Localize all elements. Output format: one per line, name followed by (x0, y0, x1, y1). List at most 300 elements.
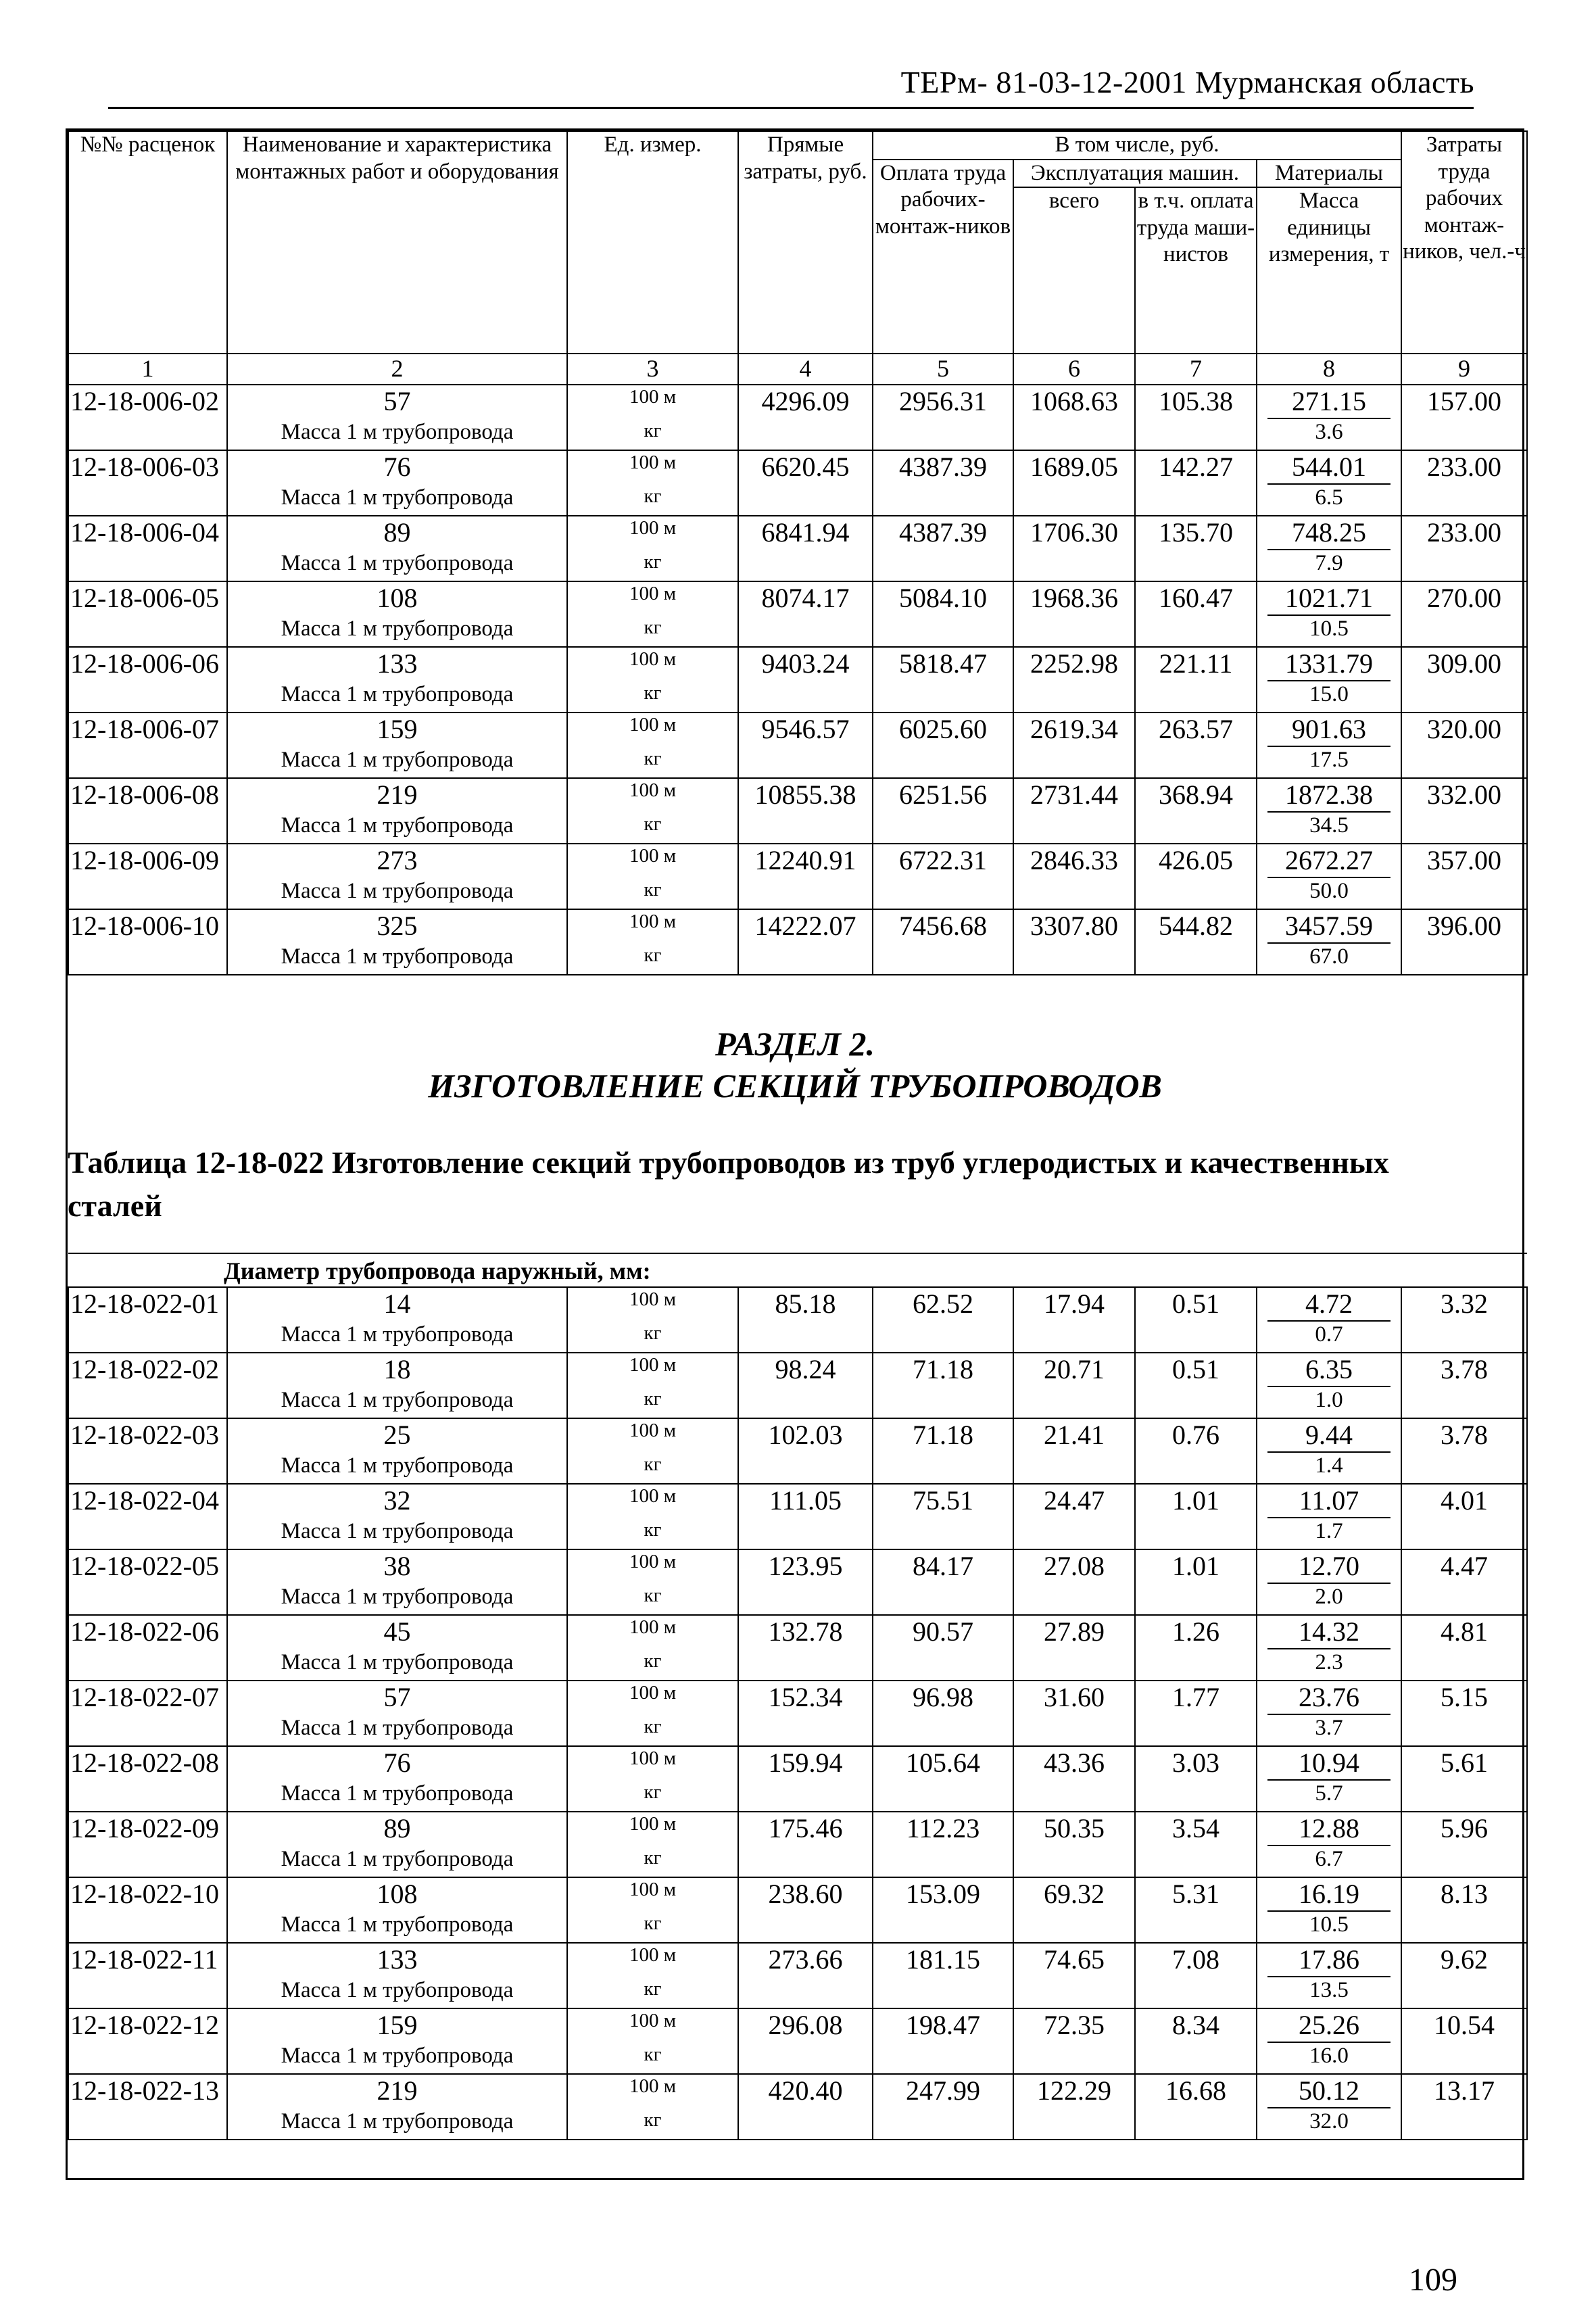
mass-label: Масса 1 м трубопровода (227, 550, 567, 581)
labor-cost: 96.98 (873, 1681, 1013, 1746)
column-number: 9 (1401, 354, 1527, 385)
machine-cost: 2252.98 (1013, 647, 1135, 713)
labor-hours: 157.00 (1401, 385, 1527, 450)
labor-hours: 8.13 (1401, 1877, 1527, 1943)
labor-hours: 13.17 (1401, 2074, 1527, 2140)
pipe-diameter: 159 (227, 713, 567, 747)
labor-cost: 247.99 (873, 2074, 1013, 2140)
pipe-diameter: 133 (227, 647, 567, 681)
rate-code: 12-18-022-02 (68, 1353, 227, 1418)
unit-mass-value: 7.9 (1257, 550, 1401, 581)
labor-cost: 105.64 (873, 1746, 1013, 1812)
labor-hours: 9.62 (1401, 1943, 1527, 2008)
unit-mass: кг (567, 2043, 738, 2074)
rate-code: 12-18-022-04 (68, 1484, 227, 1549)
labor-cost: 90.57 (873, 1615, 1013, 1681)
machine-labor-cost: 1.01 (1135, 1484, 1257, 1549)
machine-cost: 17.94 (1013, 1287, 1135, 1353)
column-number: 2 (227, 354, 567, 385)
rate-code: 12-18-022-11 (68, 1943, 227, 2008)
table-row (68, 1615, 1527, 1649)
unit-mass: кг (567, 1715, 738, 1746)
materials-cell (1257, 713, 1401, 747)
mass-label: Масса 1 м трубопровода (227, 419, 567, 450)
unit-main: 100 м (567, 1615, 738, 1649)
direct-cost: 111.05 (738, 1484, 873, 1549)
col-mach-total-header: всего (1013, 187, 1135, 354)
labor-cost: 6251.56 (873, 778, 1013, 844)
materials-cell (1257, 778, 1401, 813)
rate-code: 12-18-022-06 (68, 1615, 227, 1681)
materials-cell (1257, 450, 1401, 485)
unit-mass: кг (567, 419, 738, 450)
rate-code: 12-18-022-13 (68, 2074, 227, 2140)
direct-cost: 12240.91 (738, 844, 873, 909)
unit-main: 100 м (567, 1877, 738, 1912)
col-labor-header: Оплата труда рабочих-монтаж-ников (873, 160, 1013, 354)
unit-main: 100 м (567, 713, 738, 747)
materials-cost: 14.32 (1267, 1616, 1391, 1649)
mass-label: Масса 1 м трубопровода (227, 485, 567, 516)
labor-cost: 71.18 (873, 1418, 1013, 1484)
mass-label: Масса 1 м трубопровода (227, 1453, 567, 1484)
materials-cost: 748.25 (1267, 516, 1391, 550)
table-row (68, 1877, 1527, 1912)
direct-cost: 238.60 (738, 1877, 873, 1943)
section-title: РАЗДЕЛ 2. (715, 1025, 875, 1063)
machine-labor-cost: 263.57 (1135, 713, 1257, 778)
materials-cost: 25.26 (1267, 2009, 1391, 2043)
mass-label: Масса 1 м трубопровода (227, 1912, 567, 1943)
direct-cost: 175.46 (738, 1812, 873, 1877)
col-mach-labor-header: в т.ч. оплата труда маши-нистов (1135, 187, 1257, 354)
mass-label: Масса 1 м трубопровода (227, 2043, 567, 2074)
labor-cost: 198.47 (873, 2008, 1013, 2074)
table-row (68, 778, 1527, 813)
mass-label: Масса 1 м трубопровода (227, 681, 567, 713)
direct-cost: 159.94 (738, 1746, 873, 1812)
pipe-diameter: 89 (227, 1812, 567, 1846)
diameter-label: Диаметр трубопровода наружный, мм: (224, 1257, 651, 1284)
mass-label: Масса 1 м трубопровода (227, 2108, 567, 2140)
column-numbers-row (68, 354, 1527, 385)
unit-mass: кг (567, 616, 738, 647)
machine-cost: 2619.34 (1013, 713, 1135, 778)
unit-mass: кг (567, 681, 738, 713)
direct-cost: 85.18 (738, 1287, 873, 1353)
direct-cost: 123.95 (738, 1549, 873, 1615)
machine-cost: 2846.33 (1013, 844, 1135, 909)
machine-labor-cost: 1.26 (1135, 1615, 1257, 1681)
rate-code: 12-18-022-07 (68, 1681, 227, 1746)
pipe-diameter: 14 (227, 1287, 567, 1322)
col-direct-header: Прямые затраты, руб. (738, 131, 873, 354)
rate-code: 12-18-022-09 (68, 1812, 227, 1877)
unit-main: 100 м (567, 778, 738, 813)
unit-mass-value: 15.0 (1257, 681, 1401, 713)
labor-hours: 233.00 (1401, 516, 1527, 581)
direct-cost: 152.34 (738, 1681, 873, 1746)
unit-mass-value: 1.4 (1257, 1453, 1401, 1484)
pipe-diameter: 89 (227, 516, 567, 550)
unit-main: 100 м (567, 1484, 738, 1518)
unit-mass-value: 2.0 (1257, 1584, 1401, 1615)
mass-label: Масса 1 м трубопровода (227, 616, 567, 647)
materials-cell (1257, 844, 1401, 878)
materials-cost: 23.76 (1267, 1681, 1391, 1715)
materials-cost: 2672.27 (1267, 844, 1391, 878)
unit-mass: кг (567, 1584, 738, 1615)
materials-cost: 6.35 (1267, 1353, 1391, 1387)
unit-mass: кг (567, 944, 738, 975)
labor-hours: 320.00 (1401, 713, 1527, 778)
unit-mass-value: 32.0 (1257, 2108, 1401, 2140)
table-row (68, 1746, 1527, 1781)
machine-labor-cost: 0.76 (1135, 1418, 1257, 1484)
unit-mass-value: 3.7 (1257, 1715, 1401, 1746)
mass-label: Масса 1 м трубопровода (227, 1846, 567, 1877)
materials-cell (1257, 1877, 1401, 1912)
mass-label: Масса 1 м трубопровода (227, 878, 567, 909)
materials-cell (1257, 1418, 1401, 1453)
direct-cost: 8074.17 (738, 581, 873, 647)
table-row (68, 1681, 1527, 1715)
labor-hours: 5.15 (1401, 1681, 1527, 1746)
document-sheet (66, 128, 1524, 2180)
rate-code: 12-18-006-10 (68, 909, 227, 975)
direct-cost: 296.08 (738, 2008, 873, 2074)
materials-cost: 12.70 (1267, 1550, 1391, 1584)
materials-cell (1257, 1746, 1401, 1781)
rate-code: 12-18-006-09 (68, 844, 227, 909)
rate-code: 12-18-022-08 (68, 1746, 227, 1812)
pipe-diameter: 325 (227, 909, 567, 944)
column-number: 6 (1013, 354, 1135, 385)
labor-cost: 75.51 (873, 1484, 1013, 1549)
rate-code: 12-18-006-08 (68, 778, 227, 844)
machine-labor-cost: 1.77 (1135, 1681, 1257, 1746)
labor-hours: 4.01 (1401, 1484, 1527, 1549)
unit-mass: кг (567, 1518, 738, 1549)
labor-hours: 396.00 (1401, 909, 1527, 975)
machine-cost: 3307.80 (1013, 909, 1135, 975)
unit-main: 100 м (567, 647, 738, 681)
materials-cost: 1331.79 (1267, 648, 1391, 681)
table-row (68, 909, 1527, 944)
unit-mass-value: 0.7 (1257, 1322, 1401, 1353)
mass-label: Масса 1 м трубопровода (227, 1715, 567, 1746)
table-row (68, 647, 1527, 681)
pipe-diameter: 45 (227, 1615, 567, 1649)
table-row (68, 581, 1527, 616)
unit-main: 100 м (567, 2008, 738, 2043)
machine-cost: 1068.63 (1013, 385, 1135, 450)
direct-cost: 6841.94 (738, 516, 873, 581)
machine-cost: 69.32 (1013, 1877, 1135, 1943)
machine-labor-cost: 221.11 (1135, 647, 1257, 713)
unit-mass: кг (567, 550, 738, 581)
table-row (68, 2074, 1527, 2108)
machine-cost: 24.47 (1013, 1484, 1135, 1549)
labor-cost: 153.09 (873, 1877, 1013, 1943)
unit-mass-value: 1.7 (1257, 1518, 1401, 1549)
machine-labor-cost: 544.82 (1135, 909, 1257, 975)
unit-mass-value: 34.5 (1257, 813, 1401, 844)
machine-labor-cost: 16.68 (1135, 2074, 1257, 2140)
mass-label: Масса 1 м трубопровода (227, 1977, 567, 2008)
materials-cell (1257, 385, 1401, 419)
materials-cost: 16.19 (1267, 1878, 1391, 1912)
mass-label: Масса 1 м трубопровода (227, 1649, 567, 1681)
col-code-header: №№ расценок (68, 131, 227, 354)
direct-cost: 10855.38 (738, 778, 873, 844)
labor-cost: 112.23 (873, 1812, 1013, 1877)
unit-main: 100 м (567, 516, 738, 550)
labor-cost: 5818.47 (873, 647, 1013, 713)
materials-cost: 10.94 (1267, 1747, 1391, 1781)
col-hours-header: Затраты труда рабочих монтаж-ников, чел.-ч (1401, 131, 1527, 354)
col-incl-header: В том числе, руб. (873, 131, 1401, 160)
unit-mass-value: 5.7 (1257, 1781, 1401, 1812)
machine-labor-cost: 160.47 (1135, 581, 1257, 647)
direct-cost: 102.03 (738, 1418, 873, 1484)
machine-cost: 43.36 (1013, 1746, 1135, 1812)
labor-hours: 3.78 (1401, 1353, 1527, 1418)
materials-cost: 1872.38 (1267, 779, 1391, 813)
mass-label: Масса 1 м трубопровода (227, 1387, 567, 1418)
col-machines-header: Эксплуатация машин. (1013, 160, 1257, 188)
col-materials-header: Материалы (1257, 160, 1401, 188)
unit-main: 100 м (567, 1812, 738, 1846)
table-title: Таблица 12-18-022 Изготовление секций трубопроводов из труб углеродистых и качественных сталей (68, 1145, 1389, 1223)
direct-cost: 420.40 (738, 2074, 873, 2140)
machine-cost: 31.60 (1013, 1681, 1135, 1746)
page-header: ТЕРм- 81-03-12-2001 Мурманская область (900, 65, 1474, 99)
unit-mass: кг (567, 1977, 738, 2008)
mass-label: Масса 1 м трубопровода (227, 1518, 567, 1549)
labor-cost: 181.15 (873, 1943, 1013, 2008)
unit-mass-value: 17.5 (1257, 747, 1401, 778)
table-row (68, 713, 1527, 747)
machine-labor-cost: 135.70 (1135, 516, 1257, 581)
machine-labor-cost: 3.54 (1135, 1812, 1257, 1877)
pipe-diameter: 273 (227, 844, 567, 878)
direct-cost: 14222.07 (738, 909, 873, 975)
materials-cell (1257, 1353, 1401, 1387)
table-row (68, 844, 1527, 878)
machine-labor-cost: 426.05 (1135, 844, 1257, 909)
labor-hours: 5.96 (1401, 1812, 1527, 1877)
materials-cost: 17.86 (1267, 1944, 1391, 1977)
mass-label: Масса 1 м трубопровода (227, 1322, 567, 1353)
table-row (68, 450, 1527, 485)
unit-main: 100 м (567, 1681, 738, 1715)
machine-labor-cost: 0.51 (1135, 1353, 1257, 1418)
column-number: 7 (1135, 354, 1257, 385)
machine-cost: 74.65 (1013, 1943, 1135, 2008)
unit-mass: кг (567, 1846, 738, 1877)
materials-cell (1257, 516, 1401, 550)
labor-cost: 6722.31 (873, 844, 1013, 909)
machine-cost: 27.08 (1013, 1549, 1135, 1615)
materials-cell (1257, 909, 1401, 944)
column-number: 4 (738, 354, 873, 385)
pipe-diameter: 219 (227, 778, 567, 813)
table-row (68, 1812, 1527, 1846)
unit-mass: кг (567, 747, 738, 778)
machine-cost: 50.35 (1013, 1812, 1135, 1877)
labor-hours: 3.32 (1401, 1287, 1527, 1353)
table-row (68, 2008, 1527, 2043)
column-number: 5 (873, 354, 1013, 385)
machine-cost: 122.29 (1013, 2074, 1135, 2140)
mass-label: Масса 1 м трубопровода (227, 747, 567, 778)
labor-hours: 332.00 (1401, 778, 1527, 844)
unit-mass: кг (567, 2108, 738, 2140)
machine-cost: 21.41 (1013, 1418, 1135, 1484)
rate-code: 12-18-006-04 (68, 516, 227, 581)
unit-main: 100 м (567, 1746, 738, 1781)
table-row (68, 1287, 1527, 1322)
direct-cost: 273.66 (738, 1943, 873, 2008)
rate-code: 12-18-006-03 (68, 450, 227, 516)
labor-cost: 4387.39 (873, 516, 1013, 581)
rate-code: 12-18-006-07 (68, 713, 227, 778)
unit-main: 100 м (567, 385, 738, 419)
rate-code: 12-18-006-02 (68, 385, 227, 450)
machine-cost: 2731.44 (1013, 778, 1135, 844)
table-row (68, 1943, 1527, 1977)
unit-mass: кг (567, 1781, 738, 1812)
unit-mass: кг (567, 878, 738, 909)
machine-cost: 27.89 (1013, 1615, 1135, 1681)
direct-cost: 132.78 (738, 1615, 873, 1681)
labor-hours: 233.00 (1401, 450, 1527, 516)
unit-mass: кг (567, 1649, 738, 1681)
materials-cell (1257, 2074, 1401, 2108)
machine-labor-cost: 368.94 (1135, 778, 1257, 844)
column-number: 8 (1257, 354, 1401, 385)
machine-labor-cost: 5.31 (1135, 1877, 1257, 1943)
pipe-diameter: 76 (227, 450, 567, 485)
machine-labor-cost: 0.51 (1135, 1287, 1257, 1353)
machine-cost: 1968.36 (1013, 581, 1135, 647)
table-row (68, 1353, 1527, 1387)
mass-label: Масса 1 м трубопровода (227, 944, 567, 975)
machine-labor-cost: 1.01 (1135, 1549, 1257, 1615)
labor-cost: 7456.68 (873, 909, 1013, 975)
materials-cost: 271.15 (1267, 385, 1391, 419)
labor-cost: 4387.39 (873, 450, 1013, 516)
pipe-diameter: 57 (227, 1681, 567, 1715)
materials-cost: 9.44 (1267, 1419, 1391, 1453)
labor-hours: 4.81 (1401, 1615, 1527, 1681)
unit-mass: кг (567, 485, 738, 516)
header-rule (108, 107, 1474, 109)
direct-cost: 6620.45 (738, 450, 873, 516)
pipe-diameter: 219 (227, 2074, 567, 2108)
materials-cost: 544.01 (1267, 451, 1391, 485)
unit-main: 100 м (567, 844, 738, 878)
materials-cost: 901.63 (1267, 713, 1391, 747)
machine-labor-cost: 7.08 (1135, 1943, 1257, 2008)
labor-hours: 357.00 (1401, 844, 1527, 909)
unit-mass-value: 6.5 (1257, 485, 1401, 516)
rate-code: 12-18-022-03 (68, 1418, 227, 1484)
materials-cell (1257, 581, 1401, 616)
mass-label: Масса 1 м трубопровода (227, 1781, 567, 1812)
rate-code: 12-18-022-05 (68, 1549, 227, 1615)
col-name-header: Наименование и характеристика монтажных работ и оборудования (227, 131, 567, 354)
machine-labor-cost: 105.38 (1135, 385, 1257, 450)
labor-cost: 5084.10 (873, 581, 1013, 647)
materials-cost: 50.12 (1267, 2075, 1391, 2108)
unit-main: 100 м (567, 1418, 738, 1453)
materials-cell (1257, 647, 1401, 681)
machine-cost: 20.71 (1013, 1353, 1135, 1418)
table-row (68, 385, 1527, 419)
unit-main: 100 м (567, 1287, 738, 1322)
labor-hours: 309.00 (1401, 647, 1527, 713)
unit-main: 100 м (567, 1549, 738, 1584)
rates-table-1 (68, 130, 1528, 975)
unit-mass-value: 10.5 (1257, 616, 1401, 647)
unit-main: 100 м (567, 2074, 738, 2108)
materials-cell (1257, 1484, 1401, 1518)
unit-mass-value: 50.0 (1257, 878, 1401, 909)
materials-cell (1257, 2008, 1401, 2043)
rate-code: 12-18-022-01 (68, 1287, 227, 1353)
unit-main: 100 м (567, 909, 738, 944)
machine-cost: 1689.05 (1013, 450, 1135, 516)
materials-cell (1257, 1681, 1401, 1715)
unit-mass-value: 6.7 (1257, 1846, 1401, 1877)
materials-cost: 11.07 (1267, 1485, 1391, 1518)
materials-cell (1257, 1287, 1401, 1322)
labor-cost: 84.17 (873, 1549, 1013, 1615)
materials-cost: 12.88 (1267, 1812, 1391, 1846)
unit-mass: кг (567, 813, 738, 844)
unit-mass: кг (567, 1322, 738, 1353)
direct-cost: 4296.09 (738, 385, 873, 450)
rate-code: 12-18-022-12 (68, 2008, 227, 2074)
diameter-row (68, 1253, 1527, 1287)
machine-labor-cost: 8.34 (1135, 2008, 1257, 2074)
unit-mass-value: 67.0 (1257, 944, 1401, 975)
machine-labor-cost: 3.03 (1135, 1746, 1257, 1812)
machine-cost: 72.35 (1013, 2008, 1135, 2074)
unit-main: 100 м (567, 450, 738, 485)
unit-main: 100 м (567, 1353, 738, 1387)
unit-mass-value: 16.0 (1257, 2043, 1401, 2074)
pipe-diameter: 108 (227, 581, 567, 616)
unit-mass-value: 1.0 (1257, 1387, 1401, 1418)
direct-cost: 98.24 (738, 1353, 873, 1418)
labor-cost: 62.52 (873, 1287, 1013, 1353)
page-number: 109 (1409, 2262, 1457, 2298)
labor-hours: 4.47 (1401, 1549, 1527, 1615)
section-subtitle: ИЗГОТОВЛЕНИЕ СЕКЦИЙ ТРУБОПРОВОДОВ (428, 1067, 1162, 1105)
unit-mass: кг (567, 1453, 738, 1484)
pipe-diameter: 57 (227, 385, 567, 419)
unit-mass: кг (567, 1387, 738, 1418)
rate-code: 12-18-006-06 (68, 647, 227, 713)
labor-cost: 6025.60 (873, 713, 1013, 778)
unit-mass: кг (567, 1912, 738, 1943)
direct-cost: 9546.57 (738, 713, 873, 778)
column-number: 3 (567, 354, 738, 385)
unit-mass-value: 3.6 (1257, 419, 1401, 450)
